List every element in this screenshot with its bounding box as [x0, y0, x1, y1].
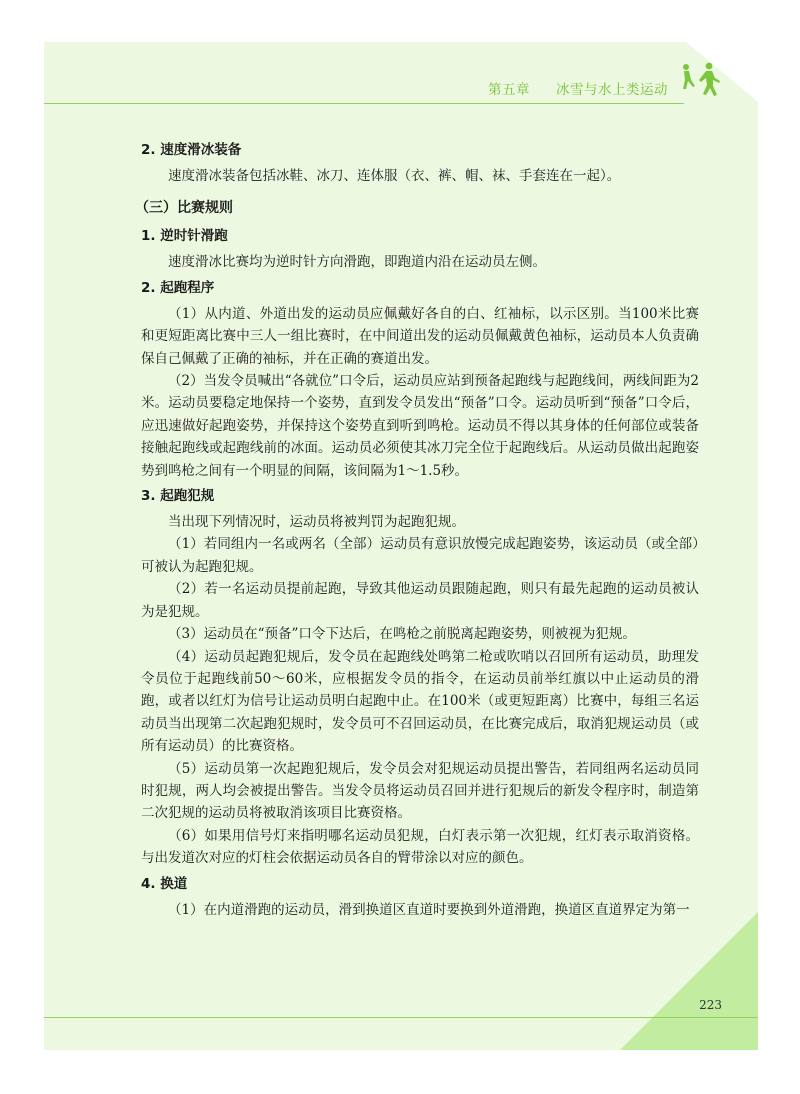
paragraph: 当出现下列情况时，运动员将被判罚为起跑犯规。: [168, 514, 465, 531]
section-heading-rules: （三）比赛规则: [135, 200, 233, 217]
rule-heading-lane-change: 4. 换道: [141, 875, 188, 892]
rule-heading-false-start: 3. 起跑犯规: [141, 488, 215, 505]
paragraph: （4）运动员起跑犯规后，发令员在起跑线处鸣第二枪或吹哨以召回所有运动员，助理发令员位于起跑线前50～60米，应根据发令员的指令，在运动员前举红旗以中止运动员的滑跑，或者以红灯为信号让运动员明白起跑中止。在100米（或更短距离）比赛中，每组三名运动员当出现第二次起跑犯规时，发令员可不召回运动员，在比赛完成后，取消犯规运动员（或所有运动员）的比赛资格。: [141, 648, 699, 755]
paragraph: （3）运动员在“预备”口令下达后，在鸣枪之前脱离起跑姿势，则被视为犯规。: [168, 626, 636, 643]
chapter-label: 第五章: [488, 82, 530, 98]
page-number: 223: [699, 998, 722, 1012]
paragraph: 速度滑冰装备包括冰鞋、冰刀、连体服（衣、裤、帽、袜、手套连在一起）。: [168, 168, 621, 184]
paragraph: （1）若同组内一名或两名（全部）运动员有意识放慢完成起跑姿势，该运动员（或全部）可被认为起跑犯规。: [141, 536, 699, 575]
paragraph: （2）若一名运动员提前起跑，导致其他运动员跟随起跑，则只有最先起跑的运动员被认为是犯规。: [141, 581, 699, 620]
running-header: [488, 78, 668, 98]
page-body: [135, 136, 699, 921]
paragraph: 速度滑冰比赛均为逆时针方向滑跑，即跑道内沿在运动员左侧。: [168, 254, 546, 271]
paragraph: （1）从内道、外道出发的运动员应佩戴好各自的白、红袖标，以示区别。当100米比赛和更短距离比赛中三人一组比赛时，在中间道出发的运动员佩戴黄色袖标，运动员本人负责确保自己佩戴了正确的袖标，并在正确的赛道出发。: [141, 305, 699, 367]
paragraph: （1）在内道滑跑的运动员，滑到换道区直道时要换到外道滑跑，换道区直道界定为第一: [168, 901, 690, 918]
skating-players-icon: [676, 62, 722, 98]
rule-heading-counterclockwise: 1. 逆时针滑跑: [141, 228, 228, 245]
paragraph: （2）当发令员喊出“各就位”口令后，运动员应站到预备起跑线与起跑线间，两线间距为2米。运动员要稳定地保持一个姿势，直到发令员发出“预备”口令。运动员听到“预备”口令后，应迅速做好起跑姿势，并保持这个姿势直到听到鸣枪。运动员不得以其身体的任何部位或装备接触起跑线或起跑线前的冰面。运动员必须使其冰刀完全位于起跑线后。从运动员做出起跑姿势到鸣枪之间有一个明显的间隔，该间隔为1～1.5秒。: [141, 373, 699, 479]
section-heading-equipment: 2. 速度滑冰装备: [141, 142, 242, 158]
header-rule: [44, 103, 684, 104]
footer-rule: [44, 1017, 758, 1018]
paragraph: （5）运动员第一次起跑犯规后，发令员会对犯规运动员提出警告，若同组两名运动员同时犯规，两人均会被提出警告。当发令员将运动员召回并进行犯规后的新发令程序时，制造第二次犯规的运动员将被取消该项目比赛资格。: [141, 760, 699, 822]
rule-heading-start-procedure: 2. 起跑程序: [141, 279, 215, 296]
chapter-title: 冰雪与水上类运动: [556, 82, 668, 98]
paragraph: （6）如果用信号灯来指明哪名运动员犯规，白灯表示第一次犯规，红灯表示取消资格。与出发道次对应的灯柱会依据运动员各自的臂带涂以对应的颜色。: [141, 827, 699, 867]
